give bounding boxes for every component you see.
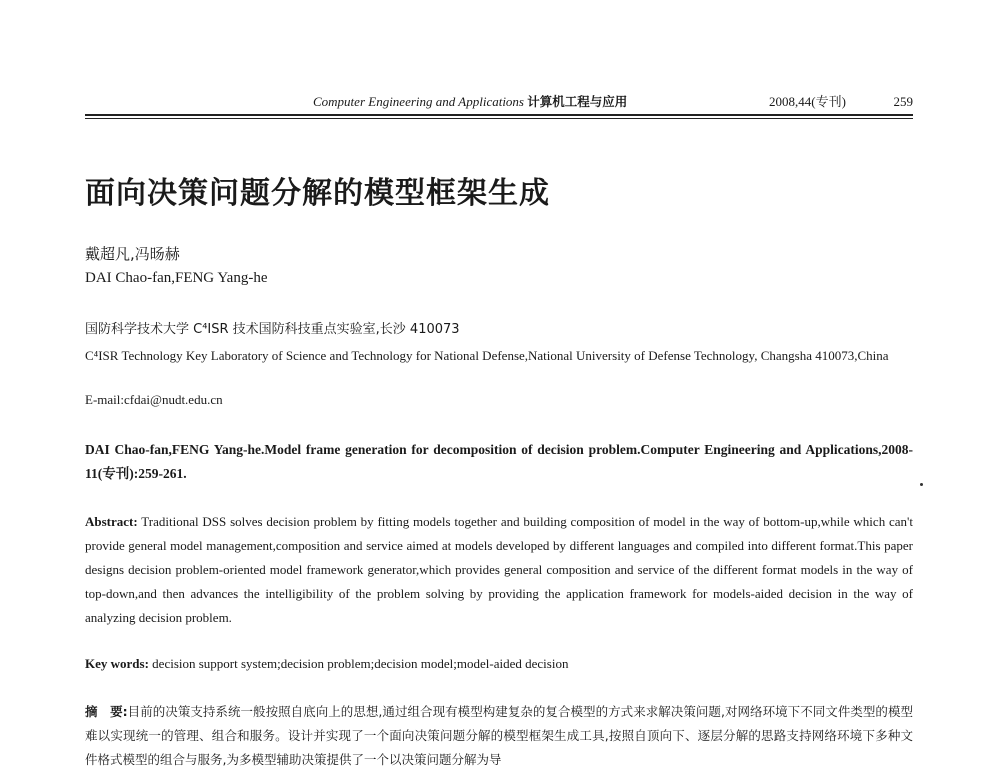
keywords <box>85 654 913 674</box>
header-rule-thin <box>85 118 913 119</box>
abstract-label: Abstract: <box>85 514 138 529</box>
cn-abstract-label: 摘 要: <box>85 704 128 719</box>
affiliation-english: C⁴ISR Technology Key Laboratory of Science and Technology for National Defense,National University of Defense Technology, Changsha 410073,China <box>85 348 889 363</box>
abstract-english <box>85 510 913 630</box>
cn-abstract-text: 目前的决策支持系统一般按照自底向上的思想,通过组合现有模型构建复杂的复合模型的方式来求解决策问题,对网络环境下不同文件类型的模型难以实现统一的管理、组合和服务。设计并实现了一个面向决策问题分解的模型框架生成工具,按照自顶向下、逐层分解的思路支持网络环境下多种文件格式模型的组合与服务,为多模型辅助决策提供了一个以决策问题分解为导 <box>85 704 914 767</box>
citation: DAI Chao-fan,FENG Yang-he.Model frame generation for decomposition of decision problem.Computer Engineering and Applications,2008-11(专刊):259-261. <box>85 442 913 481</box>
issue-info: 2008,44(专刊) <box>769 94 846 109</box>
running-header <box>85 92 913 112</box>
abstract-text: Traditional DSS solves decision problem by fitting models together and building composition of model in the way of bottom-up,while which can't provide general model management,composition and service aimed at models developed by different languages and compiled into different format.This paper designs decision problem-oriented model framework generator,which provides general composition and service of the different format models in the way of top-down,and then advances the intelligibility of the problem solving by providing the application framework for models-aided decision in the way of analyzing decision problem. <box>85 514 913 625</box>
authors-chinese: 戴超凡,冯旸赫 <box>85 245 180 263</box>
keywords-label: Key words: <box>85 656 149 671</box>
affiliation-chinese: 国防科学技术大学 C⁴ISR 技术国防科技重点实验室,长沙 410073 <box>85 322 460 337</box>
page-number: 259 <box>893 94 913 109</box>
keywords-text: decision support system;decision problem;decision model;model-aided decision <box>152 656 569 671</box>
header-rule <box>85 114 913 116</box>
paper-title: 面向决策问题分解的模型框架生成 <box>85 176 550 211</box>
journal-name: Computer Engineering and Applications 计算机工程与应用 <box>313 94 628 109</box>
abstract-chinese <box>85 700 913 772</box>
paper-page <box>85 0 914 767</box>
scan-speck <box>920 483 923 486</box>
author-email: E-mail:cfdai@nudt.edu.cn <box>85 392 223 407</box>
authors-english: DAI Chao-fan,FENG Yang-he <box>85 270 268 286</box>
